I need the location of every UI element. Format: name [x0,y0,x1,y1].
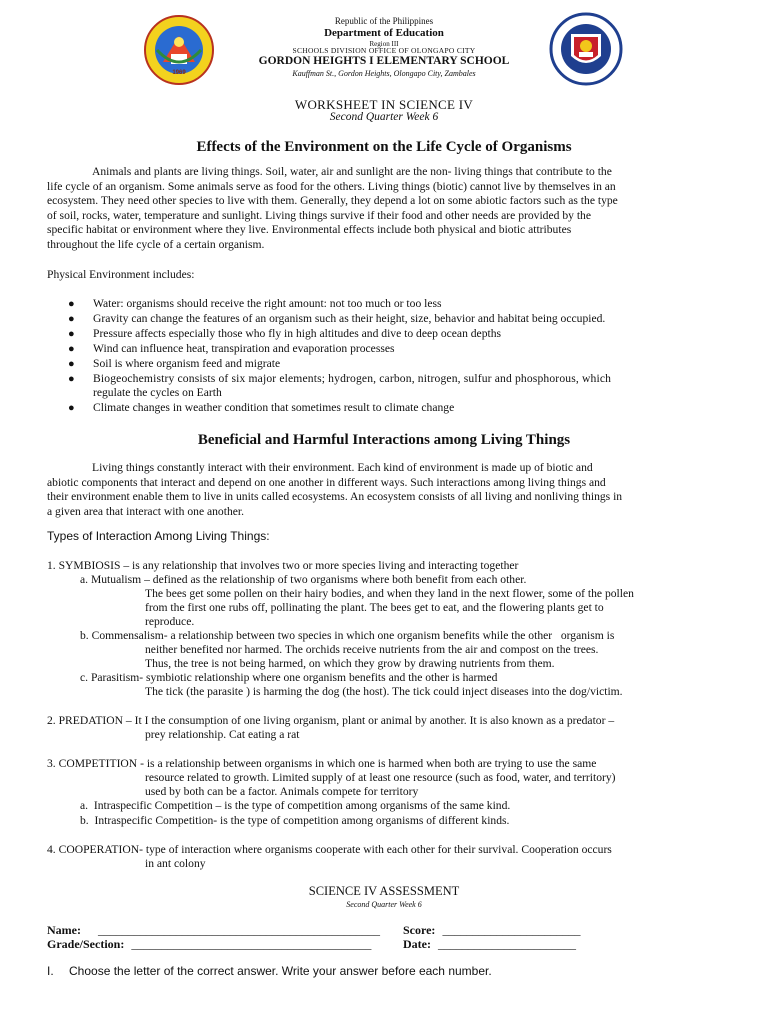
list-item: ● Biogeochemistry consists of six major elements; hydrogen, carbon, nitrogen, sulfur and phosphorous, which [68,372,612,385]
mutualism-detail: reproduce. [145,615,195,628]
para-line: their environment enable them to live in units called ecosystems. An ecosystem consists of all living and nonliving things in [47,490,623,503]
grade-blank[interactable]: ________________________________________ [131,937,372,951]
intraspecific-line: a. Intraspecific Competition – is the type of competition among organisms of the same kind. [80,799,511,812]
bullet-icon: ● [68,343,75,355]
section1-paragraph [47,165,721,252]
score-field[interactable] [403,923,580,938]
section1-heading: Effects of the Environment on the Life Cycle of Organisms [196,139,572,155]
parasitism-line: c. Parasitism- symbiotic relationship where one organism benefits and the other is harmed [80,671,498,684]
bullet-icon: ● [68,313,75,325]
commensalism-detail: neither benefited nor harmed. The orchids receive nutrients from the air and compost on the trees. [145,643,599,656]
name-label: Name: [47,923,81,937]
list-item-continuation: regulate the cycles on Earth [93,386,222,399]
school-address: Kauffman St., Gordon Heights, Olongapo City, Zambales [292,69,476,78]
instruction-number: I. [47,964,54,978]
para-line: life cycle of an organism. Some animals serve as food for the others. Living things (biotic) cannot live by themselves in an [47,179,616,193]
list-item: ● Pressure affects especially those who fly in high altitudes and dive to deep ocean depths [68,327,502,340]
assessment-title: SCIENCE IV ASSESSMENT [308,884,460,898]
competition-line: 3. COMPETITION - is a relationship between organisms in which one is harmed when both are trying to use the same [47,757,597,770]
competition-detail: used by both can be a factor. Animals compete for territory [145,785,419,798]
department-line: Department of Education [324,27,444,39]
list-item: ● Soil is where organism feed and migrate [68,357,281,370]
para-line: abiotic components that interact and depend on one another in different ways. Such interactions among living things and [47,475,606,489]
date-label: Date: [403,937,431,951]
grade-label: Grade/Section: [47,937,125,951]
section2-heading: Beneficial and Harmful Interactions among Living Things [197,432,571,448]
list-item: ● Wind can influence heat, transpiration and evaporation processes [68,342,395,355]
para-line: a given area that interact with one another. [47,504,245,518]
mutualism-detail: The bees get some pollen on their hairy bodies, and when they land in the next flower, some of the pollen [145,587,634,600]
worksheet-title: WORKSHEET IN SCIENCE IV [294,97,474,112]
predation-detail: prey relationship. Cat eating a rat [145,728,300,741]
para-line: ecosystem. They need other species to live with them. Generally, they depend a lot on some abiotic factors such as the type [47,194,618,207]
section2-paragraph [47,461,721,519]
commensalism-line: b. Commensalism- a relationship between two species in which one organism benefits while the other organism is [80,629,615,642]
para-line: throughout the life cycle of a certain organism. [47,237,265,251]
instruction-text: Choose the letter of the correct answer. Write your answer before each number. [69,964,492,978]
date-field[interactable] [403,937,576,952]
republic-line: Republic of the Philippines [334,16,434,26]
para-line: specific habitat or environment where they live. Environmental effects include both physical and biotic attributes [47,223,572,236]
bullet-icon: ● [68,328,75,340]
cooperation-line: 4. COOPERATION- type of interaction where organisms cooperate with each other for their survival. Cooperation occurs [47,843,612,856]
date-blank[interactable]: _______________________ [437,937,576,951]
commensalism-detail: Thus, the tree is not being harmed, on which they grow by drawing nutrients from them. [145,657,555,670]
name-blank[interactable]: _______________________________________________ [97,923,380,937]
cooperation-detail: in ant colony [145,857,206,870]
score-blank[interactable]: _______________________ [442,923,581,937]
grade-field[interactable] [47,937,371,952]
para-line: of soil, rocks, water, temperature and sunlight. Living things survive if their food and other needs are provided by the [47,208,591,222]
name-field[interactable] [47,923,380,938]
worksheet-subtitle: Second Quarter Week 6 [329,111,439,123]
interspecific-line: b. Intraspecific Competition- is the type of competition among organisms of different kinds. [80,814,510,827]
division-line: SCHOOLS DIVISION OFFICE OF OLONGAPO CITY [292,46,476,55]
symbiosis-line: 1. SYMBIOSIS – is any relationship that involves two or more species living and interacting together [47,559,519,572]
physical-environment-label: Physical Environment includes: [47,268,195,281]
list-item: ● Gravity can change the features of an organism such as their height, size, behavior and habitat being occupied. [68,312,606,325]
score-label: Score: [403,923,436,937]
competition-detail: resource related to growth. Limited supply of at least one resource (such as food, water, and territory) [145,771,616,784]
bullet-icon: ● [68,402,75,414]
list-item: ● Water: organisms should receive the right amount: not too much or too less [68,297,442,310]
bullet-icon: ● [68,373,75,385]
types-label: Types of Interaction Among Living Things: [47,529,270,543]
parasitism-detail: The tick (the parasite ) is harming the dog (the host). The tick could inject diseases into the dog/victim. [145,685,623,698]
mutualism-line: a. Mutualism – defined as the relationship of two organisms where both benefit from each other. [80,573,527,586]
logo-year: 1969 [172,70,186,76]
para-line: Animals and plants are living things. Soil, water, air and sunlight are the non- living things that contribute to the [92,165,612,178]
mutualism-detail: from the first one rubs off, pollinating the plant. The bees get to eat, and the flowering plants get to [145,601,604,614]
para-line: Living things constantly interact with their environment. Each kind of environment is made up of biotic and [92,461,593,474]
instruction-line [47,964,492,978]
assessment-subtitle: Second Quarter Week 6 [346,900,422,909]
list-item: ● Climate changes in weather condition that sometimes result to climate change [68,401,455,414]
region-line: Region III [369,40,399,48]
bullet-icon: ● [68,298,75,310]
bullet-icon: ● [68,358,75,370]
school-name: GORDON HEIGHTS I ELEMENTARY SCHOOL [258,55,510,67]
predation-line: 2. PREDATION – It I the consumption of one living organism, plant or animal by another. It is also known as a predator – [47,714,615,727]
